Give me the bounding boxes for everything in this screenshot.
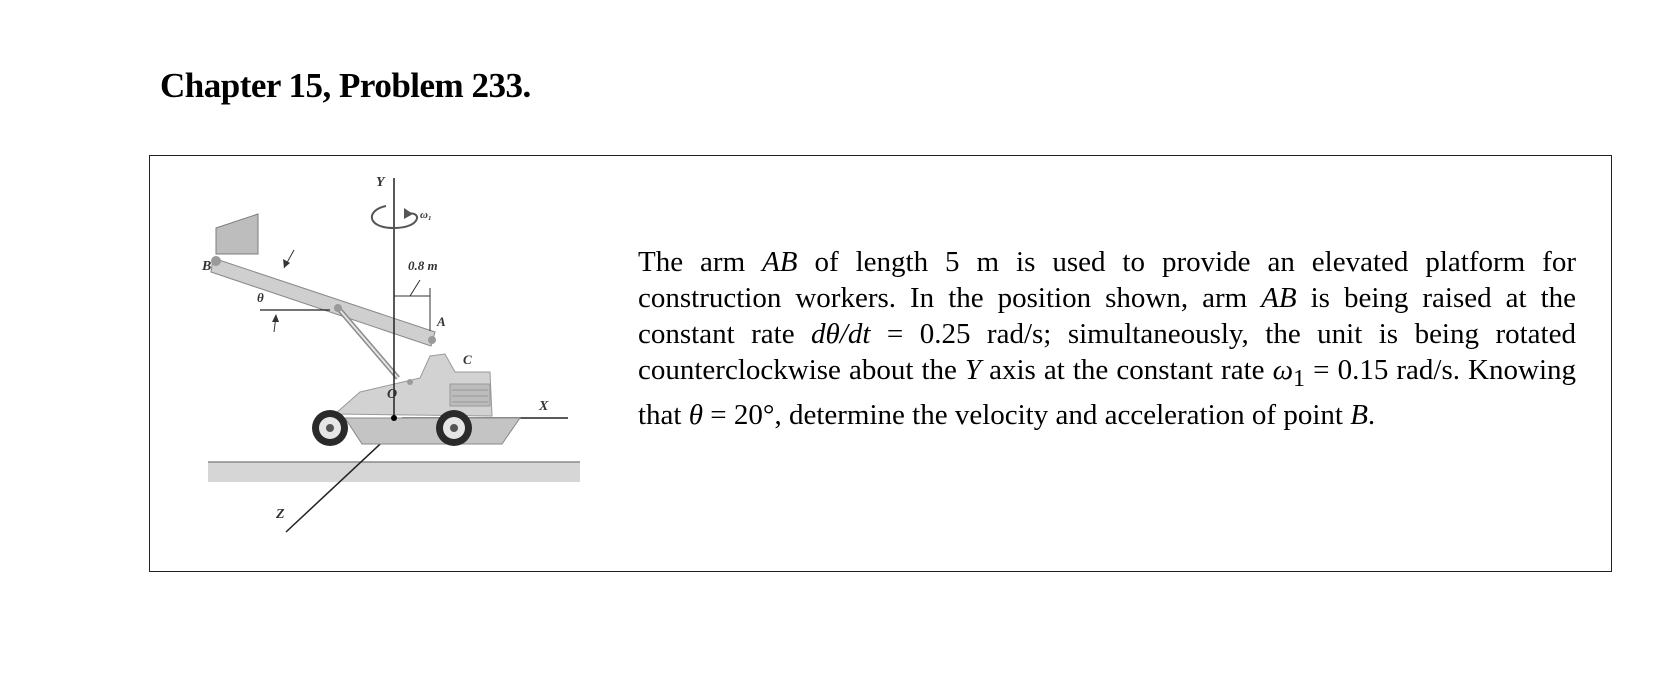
z-axis-label: Z [276,507,285,522]
left-wheel [312,410,348,446]
origin-point [391,415,397,421]
problem-text: axis at the constant rate [981,354,1273,386]
theta-label: θ [257,290,264,305]
problem-text: of length 5 m is used to provide an elevated platform for construction workers. In the position shown, arm [638,246,1576,314]
problem-text: . [1367,398,1376,431]
right-wheel [436,410,472,446]
x-axis-label: X [539,399,549,414]
arm-symbol: AB [762,246,798,278]
dimension-label: 0.8 m [408,258,438,273]
rate-symbol: dθ/dt [811,318,871,350]
problem-text: = 0.25 rad/s; simultaneously, the unit is being rotated counterclockwise about the [638,318,1576,386]
problem-box [149,155,1612,572]
omega-symbol: ω [1272,354,1294,386]
omega-subscript: 1 [1293,364,1306,392]
point-c-label: C [463,352,472,367]
point-b-symbol: B [1350,398,1368,431]
pin-a [428,336,436,344]
problem-text: = 20°, determine the velocity and acceleration of point [703,398,1351,431]
chassis [345,418,520,444]
pin-b [211,256,221,266]
arm-symbol: AB [1261,282,1297,314]
omega-label: ω₁ [420,209,432,221]
page-title: Chapter 15, Problem 233. [160,66,531,105]
ground [208,462,580,482]
problem-text: = 0.15 rad/s. Knowing that [638,354,1576,431]
arm-ab [211,258,435,346]
problem-text: is being raised at the constant rate [638,282,1577,350]
point-b-label: B [202,259,212,274]
origin-label: O [387,387,398,402]
theta-symbol: θ [688,398,703,431]
platform [216,214,258,254]
point-a-label: A [437,314,446,329]
problem-text: The arm [638,246,763,278]
crane-figure [150,156,645,571]
problem-statement [638,244,1576,433]
y-axis-label: Y [376,175,385,190]
y-axis-symbol: Y [964,354,982,386]
